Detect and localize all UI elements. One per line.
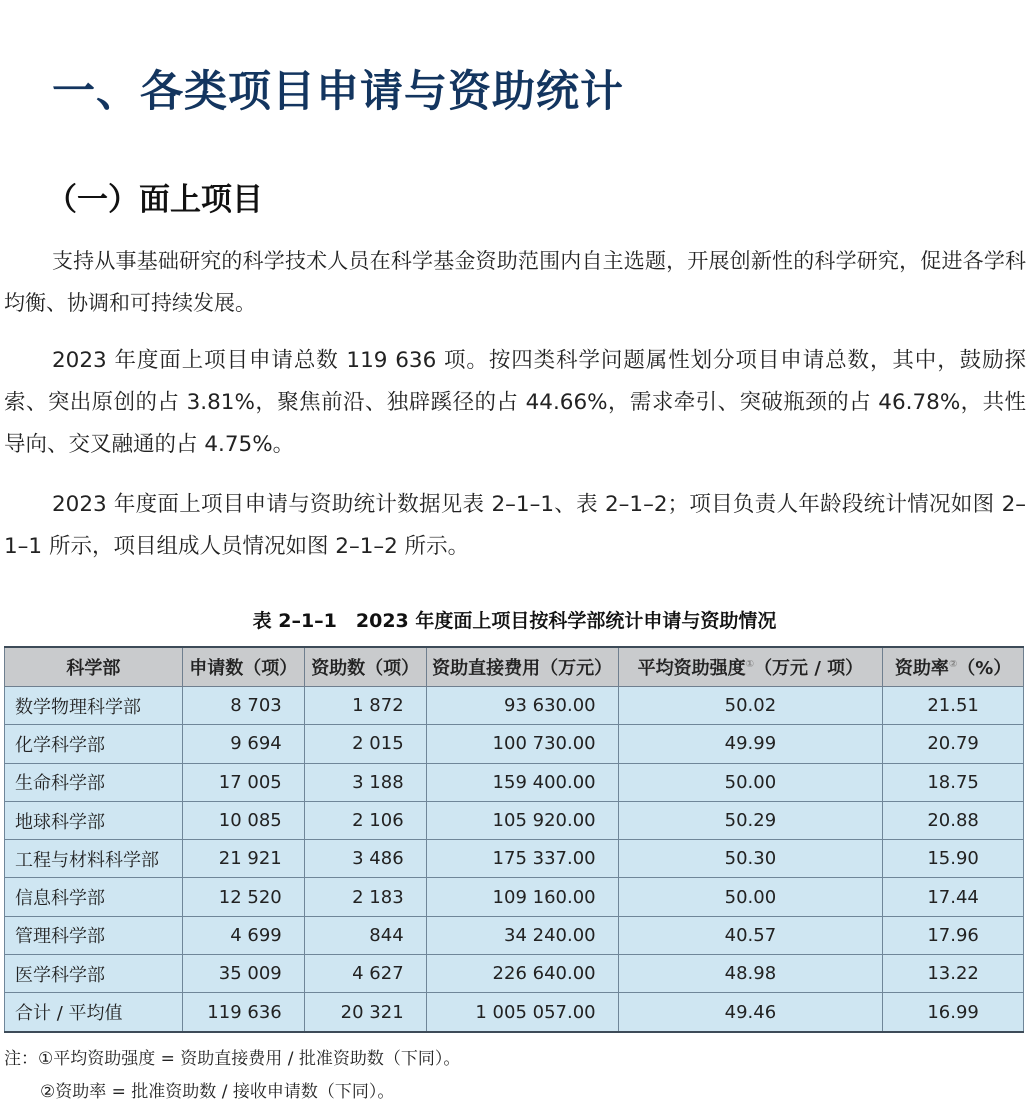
cell-department: 管理科学部 — [5, 916, 183, 954]
cell-funded: 2 015 — [304, 725, 426, 763]
table-row — [5, 801, 1024, 839]
cell-funding-rate: 17.96 — [883, 916, 1024, 954]
cell-applications: 12 520 — [182, 878, 304, 916]
cell-direct-cost: 100 730.00 — [426, 725, 618, 763]
table-row — [5, 878, 1024, 916]
cell-applications: 9 694 — [182, 725, 304, 763]
table-row — [5, 725, 1024, 763]
table-row — [5, 763, 1024, 801]
cell-funded: 3 486 — [304, 840, 426, 878]
cell-funding-rate: 18.75 — [883, 763, 1024, 801]
cell-funded: 2 106 — [304, 801, 426, 839]
cell-funding-rate: 17.44 — [883, 878, 1024, 916]
table-note-2: ②资助率 = 批准资助数 / 接收申请数（下同）。 — [40, 1082, 395, 1102]
cell-funded: 4 627 — [304, 955, 426, 993]
cell-funding-rate: 20.79 — [883, 725, 1024, 763]
table-row — [5, 955, 1024, 993]
cell-applications: 17 005 — [182, 763, 304, 801]
cell-applications: 119 636 — [182, 993, 304, 1032]
cell-applications: 10 085 — [182, 801, 304, 839]
cell-direct-cost: 93 630.00 — [426, 687, 618, 725]
cell-department: 合计 / 平均值 — [5, 993, 183, 1032]
cell-applications: 8 703 — [182, 687, 304, 725]
header-department: 科学部 — [5, 647, 183, 687]
table-row — [5, 687, 1024, 725]
cell-direct-cost: 226 640.00 — [426, 955, 618, 993]
cell-direct-cost: 1 005 057.00 — [426, 993, 618, 1032]
cell-funded: 2 183 — [304, 878, 426, 916]
paragraph-statistics: 2023 年度面上项目申请总数 119 636 项。按四类科学问题属性划分项目申请总数，其中，鼓励探索、突出原创的占 3.81%，聚焦前沿、独辟蹊径的占 44.66%，需求牵引、突破瓶颈的占 46.78%，共性导向、交叉融通的占 4.75%。 — [4, 348, 1026, 457]
cell-avg-intensity: 48.98 — [618, 955, 883, 993]
header-applications: 申请数（项） — [182, 647, 304, 687]
table-header-row — [5, 647, 1024, 687]
header-funded: 资助数（项） — [304, 647, 426, 687]
cell-department: 数学物理科学部 — [5, 687, 183, 725]
cell-department: 地球科学部 — [5, 801, 183, 839]
table-row — [5, 916, 1024, 954]
table-row — [5, 840, 1024, 878]
cell-avg-intensity: 49.46 — [618, 993, 883, 1032]
header-direct-cost: 资助直接费用（万元） — [426, 647, 618, 687]
subsection-heading: （一）面上项目 — [46, 182, 263, 218]
funding-table — [4, 646, 1024, 1033]
cell-avg-intensity: 50.00 — [618, 878, 883, 916]
table-note-1: 注：①平均资助强度 = 资助直接费用 / 批准资助数（下同）。 — [4, 1049, 461, 1069]
paragraph-references: 2023 年度面上项目申请与资助统计数据见表 2–1–1、表 2–1–2；项目负责人年龄段统计情况如图 2–1–1 所示，项目组成人员情况如图 2–1–2 所示。 — [4, 492, 1026, 559]
cell-direct-cost: 109 160.00 — [426, 878, 618, 916]
cell-direct-cost: 159 400.00 — [426, 763, 618, 801]
cell-direct-cost: 175 337.00 — [426, 840, 618, 878]
cell-applications: 35 009 — [182, 955, 304, 993]
cell-department: 信息科学部 — [5, 878, 183, 916]
cell-funding-rate: 13.22 — [883, 955, 1024, 993]
cell-funded: 3 188 — [304, 763, 426, 801]
cell-funding-rate: 15.90 — [883, 840, 1024, 878]
cell-department: 工程与材料科学部 — [5, 840, 183, 878]
cell-funded: 844 — [304, 916, 426, 954]
cell-department: 医学科学部 — [5, 955, 183, 993]
cell-funding-rate: 21.51 — [883, 687, 1024, 725]
cell-avg-intensity: 50.02 — [618, 687, 883, 725]
cell-funding-rate: 16.99 — [883, 993, 1024, 1032]
cell-funded: 1 872 — [304, 687, 426, 725]
cell-avg-intensity: 50.30 — [618, 840, 883, 878]
cell-direct-cost: 105 920.00 — [426, 801, 618, 839]
header-funding-rate: 资助率②（%） — [883, 647, 1024, 687]
cell-department: 化学科学部 — [5, 725, 183, 763]
cell-avg-intensity: 50.00 — [618, 763, 883, 801]
paragraph-intro: 支持从事基础研究的科学技术人员在科学基金资助范围内自主选题，开展创新性的科学研究，促进各学科均衡、协调和可持续发展。 — [4, 249, 1026, 315]
table-total-row — [5, 993, 1024, 1032]
cell-avg-intensity: 50.29 — [618, 801, 883, 839]
cell-avg-intensity: 40.57 — [618, 916, 883, 954]
table-caption: 表 2–1–1 2023 年度面上项目按科学部统计申请与资助情况 — [252, 610, 777, 632]
cell-funded: 20 321 — [304, 993, 426, 1032]
cell-avg-intensity: 49.99 — [618, 725, 883, 763]
cell-applications: 4 699 — [182, 916, 304, 954]
header-avg-intensity: 平均资助强度①（万元 / 项） — [618, 647, 883, 687]
section-heading: 一、各类项目申请与资助统计 — [52, 67, 624, 117]
cell-funding-rate: 20.88 — [883, 801, 1024, 839]
cell-department: 生命科学部 — [5, 763, 183, 801]
cell-applications: 21 921 — [182, 840, 304, 878]
cell-direct-cost: 34 240.00 — [426, 916, 618, 954]
